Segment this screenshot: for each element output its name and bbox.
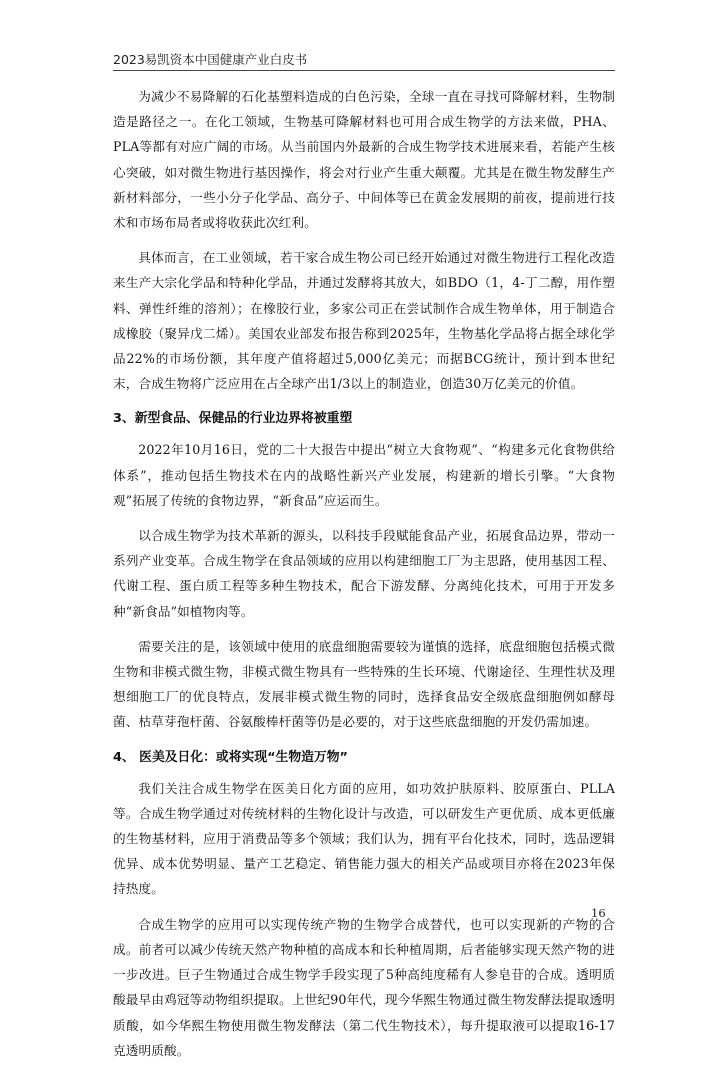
header-divider [113, 70, 615, 71]
body-paragraph: 我们关注合成生物学在医美日化方面的应用，如功效护肤原料、胶原蛋白、PLLA等。合成生物学通过对传统材料的生物化设计与改造，可以研发生产更优质、成本更低廉的生物基材料，应用于消费品等多个领域；我们认为，拥有平台化技术，同时，选品逻辑优异、成本优势明显、量产工艺稳定、销售能力强大的相关产品或项目亦将在2023年保持热度。 [113, 780, 615, 897]
page-number: 16 [591, 906, 606, 920]
body-paragraph: 为减少不易降解的石化基塑料造成的白色污染，全球一直在寻找可降解材料，生物制造是路径之一。在化工领域，生物基可降解材料也可用合成生物学的方法来做，PHA、PLA等都有对应广阔的市场。从当前国内外最新的合成生物学技术进展来看，若能产生核心突破，如对微生物进行基因操作，将会对行业产生重大颠覆。尤其是在微生物发酵生产新材料部分，一些小分子化学品、高分子、中间体等已在黄金发展期的前夜，提前进行技术和市场布局者或将收获此次红利。 [113, 89, 615, 231]
document-body [113, 84, 615, 1073]
section-heading: 3、新型食品、保健品的行业边界将被重塑 [113, 411, 353, 427]
running-header: 2023易凯资本中国健康产业白皮书 [113, 52, 308, 67]
body-paragraph: 以合成生物学为技术革新的源头，以科技手段赋能食品产业，拓展食品边界，带动一系列产业变革。合成生物学在食品领域的应用以构建细胞工厂为主思路，使用基因工程、代谢工程、蛋白质工程等多种生物技术，配合下游发酵、分离纯化技术，可用于开发多种“新食品”如植物肉等。 [113, 528, 615, 619]
section-heading: 4、 医美及日化：或将实现“生物造万物” [113, 749, 348, 765]
body-paragraph: 需要关注的是，该领域中使用的底盘细胞需要较为谨慎的选择，底盘细胞包括模式微生物和非模式微生物，非模式微生物具有一些特殊的生长环境、代谢途径、生理性状及理想细胞工厂的优良特点，发展非模式微生物的同时，选择食品安全级底盘细胞例如酵母菌、枯草芽孢杆菌、谷氨酸棒杆菌等仍是必要的，对于这些底盘细胞的开发仍需加速。 [113, 638, 615, 730]
body-paragraph: 具体而言，在工业领域，若干家合成生物公司已经开始通过对微生物进行工程化改造来生产大宗化学品和特种化学品，并通过发酵将其放大，如BDO（1，4-丁二醇，用作塑料、弹性纤维的溶剂）；在橡胶行业，多家公司正在尝试制作合成生物单体，用于制造合成橡胶（聚异戊二烯）。美国农业部发布报告称到2025年，生物基化学品将占据全球化学品22%的市场份额，其年度产值将超过5,000亿美元；而据BCG统计，预计到本世纪末，合成生物将广泛应用在占全球产出1/3以上的制造业，创造30万亿美元的价值。 [113, 250, 615, 392]
body-paragraph: 2022年10月16日，党的二十大报告中提出“树立大食物观”、“构建多元化食物供给体系”，推动包括生物技术在内的战略性新兴产业发展，构建新的增长引擎。“大食物观”拓展了传统的食物边界，“新食品”应运而生。 [113, 442, 615, 508]
body-paragraph: 合成生物学的应用可以实现传统产物的生物学合成替代，也可以实现新的产物的合成。前者可以减少传统天然产物种植的高成本和长种植周期，后者能够实现天然产物的进一步改进。巨子生物通过合成生物学手段实现了5种高纯度稀有人参皂苷的合成。透明质酸最早由鸡冠等动物组织提取。上世纪90年代，现今华熙生物通过微生物发酵法提取透明质酸，如今华熙生物使用微生物发酵法（第二代生物技术），每升提取液可以提取16-17克透明质酸。 [113, 916, 615, 1058]
